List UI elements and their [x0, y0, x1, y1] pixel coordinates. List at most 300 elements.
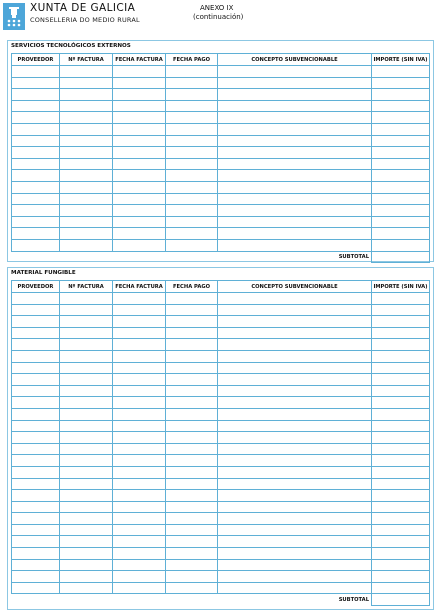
- cell-proveedor[interactable]: [12, 513, 60, 525]
- cell-fecha-pago[interactable]: [166, 147, 218, 159]
- cell-factura[interactable]: [60, 490, 113, 502]
- cell-proveedor[interactable]: [12, 571, 60, 583]
- cell-proveedor[interactable]: [12, 89, 60, 101]
- cell-fecha-factura[interactable]: [113, 397, 166, 409]
- column-header-fecha-factura: FECHA FACTURA: [113, 54, 166, 66]
- cell-factura[interactable]: [60, 501, 113, 513]
- cell-importe[interactable]: [372, 304, 430, 316]
- cell-fecha-pago[interactable]: [166, 513, 218, 525]
- cell-fecha-factura[interactable]: [113, 490, 166, 502]
- cell-factura[interactable]: [60, 170, 113, 182]
- cell-fecha-pago[interactable]: [166, 66, 218, 78]
- cell-concepto[interactable]: [218, 559, 372, 571]
- cell-concepto[interactable]: [218, 170, 372, 182]
- cell-proveedor[interactable]: [12, 478, 60, 490]
- cell-fecha-factura[interactable]: [113, 420, 166, 432]
- cell-concepto[interactable]: [218, 548, 372, 560]
- cell-proveedor[interactable]: [12, 216, 60, 228]
- cell-fecha-factura[interactable]: [113, 158, 166, 170]
- cell-proveedor[interactable]: [12, 66, 60, 78]
- cell-fecha-pago[interactable]: [166, 304, 218, 316]
- invoice-table: [11, 53, 430, 263]
- cell-fecha-factura[interactable]: [113, 193, 166, 205]
- cell-fecha-pago[interactable]: [166, 490, 218, 502]
- cell-fecha-pago[interactable]: [166, 571, 218, 583]
- cell-concepto[interactable]: [218, 239, 372, 251]
- cell-importe[interactable]: [372, 293, 430, 305]
- cell-importe[interactable]: [372, 228, 430, 240]
- cell-importe[interactable]: [372, 158, 430, 170]
- cell-proveedor[interactable]: [12, 548, 60, 560]
- cell-fecha-factura[interactable]: [113, 466, 166, 478]
- cell-concepto[interactable]: [218, 408, 372, 420]
- cell-fecha-pago[interactable]: [166, 478, 218, 490]
- cell-concepto[interactable]: [218, 228, 372, 240]
- cell-proveedor[interactable]: [12, 181, 60, 193]
- cell-concepto[interactable]: [218, 205, 372, 217]
- column-header-fecha-factura: FECHA FACTURA: [113, 281, 166, 293]
- cell-importe[interactable]: [372, 170, 430, 182]
- cell-factura[interactable]: [60, 443, 113, 455]
- cell-concepto[interactable]: [218, 432, 372, 444]
- cell-factura[interactable]: [60, 316, 113, 328]
- cell-concepto[interactable]: [218, 362, 372, 374]
- cell-proveedor[interactable]: [12, 100, 60, 112]
- cell-proveedor[interactable]: [12, 123, 60, 135]
- table-row: [12, 304, 430, 316]
- table-row: [12, 582, 430, 594]
- cell-concepto[interactable]: [218, 455, 372, 467]
- cell-fecha-factura[interactable]: [113, 123, 166, 135]
- cell-proveedor[interactable]: [12, 455, 60, 467]
- table-row: [12, 123, 430, 135]
- cell-fecha-factura[interactable]: [113, 385, 166, 397]
- cell-fecha-pago[interactable]: [166, 362, 218, 374]
- cell-factura[interactable]: [60, 397, 113, 409]
- cell-fecha-factura[interactable]: [113, 316, 166, 328]
- cell-proveedor[interactable]: [12, 293, 60, 305]
- cell-importe[interactable]: [372, 66, 430, 78]
- column-header-fecha-pago: FECHA PAGO: [166, 54, 218, 66]
- cell-importe[interactable]: [372, 181, 430, 193]
- cell-factura[interactable]: [60, 228, 113, 240]
- cell-fecha-pago[interactable]: [166, 339, 218, 351]
- table-row: [12, 170, 430, 182]
- cell-proveedor[interactable]: [12, 501, 60, 513]
- cell-importe[interactable]: [372, 466, 430, 478]
- cell-proveedor[interactable]: [12, 524, 60, 536]
- cell-proveedor[interactable]: [12, 170, 60, 182]
- cell-factura[interactable]: [60, 582, 113, 594]
- cell-fecha-pago[interactable]: [166, 582, 218, 594]
- cell-fecha-pago[interactable]: [166, 327, 218, 339]
- cell-factura[interactable]: [60, 158, 113, 170]
- cell-fecha-pago[interactable]: [166, 536, 218, 548]
- cell-concepto[interactable]: [218, 77, 372, 89]
- cell-proveedor[interactable]: [12, 420, 60, 432]
- cell-importe[interactable]: [372, 89, 430, 101]
- cell-concepto[interactable]: [218, 490, 372, 502]
- cell-concepto[interactable]: [218, 193, 372, 205]
- table-row: [12, 239, 430, 251]
- cell-factura[interactable]: [60, 100, 113, 112]
- cell-importe[interactable]: [372, 112, 430, 124]
- cell-fecha-pago[interactable]: [166, 112, 218, 124]
- cell-fecha-factura[interactable]: [113, 327, 166, 339]
- department-name: CONSELLERIA DO MEDIO RURAL: [30, 16, 140, 24]
- cell-factura[interactable]: [60, 466, 113, 478]
- cell-concepto[interactable]: [218, 66, 372, 78]
- cell-concepto[interactable]: [218, 443, 372, 455]
- cell-proveedor[interactable]: [12, 397, 60, 409]
- table-row: [12, 327, 430, 339]
- cell-fecha-factura[interactable]: [113, 293, 166, 305]
- cell-proveedor[interactable]: [12, 582, 60, 594]
- invoice-table: [11, 280, 430, 606]
- cell-concepto[interactable]: [218, 420, 372, 432]
- cell-fecha-pago[interactable]: [166, 100, 218, 112]
- cell-factura[interactable]: [60, 432, 113, 444]
- cell-importe[interactable]: [372, 490, 430, 502]
- cell-fecha-factura[interactable]: [113, 536, 166, 548]
- cell-importe[interactable]: [372, 385, 430, 397]
- cell-proveedor[interactable]: [12, 205, 60, 217]
- cell-factura[interactable]: [60, 216, 113, 228]
- cell-importe[interactable]: [372, 559, 430, 571]
- cell-concepto[interactable]: [218, 316, 372, 328]
- cell-factura[interactable]: [60, 420, 113, 432]
- cell-fecha-factura[interactable]: [113, 350, 166, 362]
- cell-importe[interactable]: [372, 327, 430, 339]
- cell-importe[interactable]: [372, 205, 430, 217]
- cell-fecha-pago[interactable]: [166, 205, 218, 217]
- cell-fecha-factura[interactable]: [113, 66, 166, 78]
- cell-fecha-pago[interactable]: [166, 316, 218, 328]
- cell-importe[interactable]: [372, 582, 430, 594]
- column-header-importe: IMPORTE (SIN IVA): [372, 54, 430, 66]
- table-row: [12, 135, 430, 147]
- table-row: [12, 89, 430, 101]
- cell-fecha-factura[interactable]: [113, 513, 166, 525]
- cell-fecha-factura[interactable]: [113, 548, 166, 560]
- cell-importe[interactable]: [372, 443, 430, 455]
- cell-fecha-pago[interactable]: [166, 559, 218, 571]
- cell-concepto[interactable]: [218, 216, 372, 228]
- cell-fecha-pago[interactable]: [166, 350, 218, 362]
- cell-factura[interactable]: [60, 513, 113, 525]
- cell-fecha-pago[interactable]: [166, 420, 218, 432]
- annex-title: ANEXO IX: [200, 4, 234, 12]
- cell-proveedor[interactable]: [12, 77, 60, 89]
- cell-concepto[interactable]: [218, 147, 372, 159]
- cell-importe[interactable]: [372, 478, 430, 490]
- cell-proveedor[interactable]: [12, 327, 60, 339]
- cell-importe[interactable]: [372, 513, 430, 525]
- cell-factura[interactable]: [60, 193, 113, 205]
- cell-factura[interactable]: [60, 536, 113, 548]
- cell-fecha-factura[interactable]: [113, 455, 166, 467]
- cell-fecha-pago[interactable]: [166, 443, 218, 455]
- table-row: [12, 397, 430, 409]
- cell-fecha-pago[interactable]: [166, 123, 218, 135]
- cell-importe[interactable]: [372, 316, 430, 328]
- cell-fecha-pago[interactable]: [166, 228, 218, 240]
- cell-factura[interactable]: [60, 327, 113, 339]
- table-row: [12, 193, 430, 205]
- cell-concepto[interactable]: [218, 181, 372, 193]
- cell-proveedor[interactable]: [12, 193, 60, 205]
- cell-fecha-pago[interactable]: [166, 408, 218, 420]
- column-header-factura: Nº FACTURA: [60, 54, 113, 66]
- cell-concepto[interactable]: [218, 524, 372, 536]
- cell-proveedor[interactable]: [12, 536, 60, 548]
- subtotal-label: SUBTOTAL: [338, 254, 369, 261]
- cell-fecha-pago[interactable]: [166, 548, 218, 560]
- cell-concepto[interactable]: [218, 513, 372, 525]
- cell-fecha-pago[interactable]: [166, 385, 218, 397]
- cell-fecha-factura[interactable]: [113, 216, 166, 228]
- cell-proveedor[interactable]: [12, 362, 60, 374]
- cell-importe[interactable]: [372, 420, 430, 432]
- cell-fecha-pago[interactable]: [166, 181, 218, 193]
- table-row: [12, 559, 430, 571]
- cell-concepto[interactable]: [218, 582, 372, 594]
- cell-factura[interactable]: [60, 478, 113, 490]
- cell-fecha-factura[interactable]: [113, 205, 166, 217]
- cell-proveedor[interactable]: [12, 385, 60, 397]
- cell-proveedor[interactable]: [12, 135, 60, 147]
- cell-proveedor[interactable]: [12, 374, 60, 386]
- table-row: [12, 548, 430, 560]
- cell-concepto[interactable]: [218, 466, 372, 478]
- table-row: [12, 77, 430, 89]
- cell-factura[interactable]: [60, 304, 113, 316]
- cell-proveedor[interactable]: [12, 490, 60, 502]
- cell-importe[interactable]: [372, 571, 430, 583]
- table-row: [12, 571, 430, 583]
- cell-proveedor[interactable]: [12, 112, 60, 124]
- cell-proveedor[interactable]: [12, 228, 60, 240]
- cell-proveedor[interactable]: [12, 466, 60, 478]
- cell-factura[interactable]: [60, 362, 113, 374]
- cell-proveedor[interactable]: [12, 443, 60, 455]
- cell-fecha-factura[interactable]: [113, 170, 166, 182]
- cell-concepto[interactable]: [218, 501, 372, 513]
- cell-factura[interactable]: [60, 147, 113, 159]
- cell-importe[interactable]: [372, 501, 430, 513]
- cell-factura[interactable]: [60, 374, 113, 386]
- cell-factura[interactable]: [60, 559, 113, 571]
- annex-subtitle: (continuación): [193, 13, 244, 21]
- cell-fecha-pago[interactable]: [166, 432, 218, 444]
- cell-concepto[interactable]: [218, 571, 372, 583]
- cell-fecha-factura[interactable]: [113, 478, 166, 490]
- cell-importe[interactable]: [372, 374, 430, 386]
- table-row: [12, 216, 430, 228]
- cell-fecha-pago[interactable]: [166, 77, 218, 89]
- table-body: [12, 293, 430, 606]
- cell-importe[interactable]: [372, 123, 430, 135]
- cell-fecha-factura[interactable]: [113, 239, 166, 251]
- cell-concepto[interactable]: [218, 112, 372, 124]
- cell-importe[interactable]: [372, 239, 430, 251]
- cell-importe[interactable]: [372, 455, 430, 467]
- cell-fecha-pago[interactable]: [166, 397, 218, 409]
- subtotal-value-field[interactable]: [372, 594, 430, 606]
- section-material-fungible: [7, 267, 434, 610]
- cell-factura[interactable]: [60, 408, 113, 420]
- table-row: [12, 513, 430, 525]
- table-row: [12, 147, 430, 159]
- cell-concepto[interactable]: [218, 478, 372, 490]
- cell-fecha-factura[interactable]: [113, 112, 166, 124]
- cell-fecha-pago[interactable]: [166, 524, 218, 536]
- cell-fecha-pago[interactable]: [166, 293, 218, 305]
- cell-proveedor[interactable]: [12, 158, 60, 170]
- table-row: [12, 100, 430, 112]
- cell-fecha-pago[interactable]: [166, 466, 218, 478]
- cell-factura[interactable]: [60, 548, 113, 560]
- cell-concepto[interactable]: [218, 339, 372, 351]
- cell-proveedor[interactable]: [12, 350, 60, 362]
- cell-importe[interactable]: [372, 524, 430, 536]
- cell-importe[interactable]: [372, 536, 430, 548]
- cell-importe[interactable]: [372, 397, 430, 409]
- table-row: [12, 408, 430, 420]
- cell-fecha-pago[interactable]: [166, 89, 218, 101]
- table-row: [12, 466, 430, 478]
- cell-proveedor[interactable]: [12, 316, 60, 328]
- cell-concepto[interactable]: [218, 374, 372, 386]
- cell-fecha-factura[interactable]: [113, 501, 166, 513]
- cell-fecha-factura[interactable]: [113, 362, 166, 374]
- cell-proveedor[interactable]: [12, 304, 60, 316]
- cell-factura[interactable]: [60, 350, 113, 362]
- cell-factura[interactable]: [60, 385, 113, 397]
- cell-factura[interactable]: [60, 571, 113, 583]
- cell-fecha-factura[interactable]: [113, 181, 166, 193]
- cell-importe[interactable]: [372, 362, 430, 374]
- cell-fecha-factura[interactable]: [113, 408, 166, 420]
- column-header-concepto: CONCEPTO SUBVENCIONABLE: [218, 281, 372, 293]
- cell-proveedor[interactable]: [12, 339, 60, 351]
- cell-factura[interactable]: [60, 205, 113, 217]
- cell-fecha-factura[interactable]: [113, 100, 166, 112]
- cell-fecha-pago[interactable]: [166, 135, 218, 147]
- cell-importe[interactable]: [372, 432, 430, 444]
- cell-fecha-pago[interactable]: [166, 501, 218, 513]
- cell-factura[interactable]: [60, 455, 113, 467]
- cell-concepto[interactable]: [218, 135, 372, 147]
- cell-proveedor[interactable]: [12, 559, 60, 571]
- cell-factura[interactable]: [60, 181, 113, 193]
- table-row: [12, 443, 430, 455]
- cell-concepto[interactable]: [218, 100, 372, 112]
- cell-importe[interactable]: [372, 408, 430, 420]
- cell-fecha-pago[interactable]: [166, 170, 218, 182]
- cell-fecha-factura[interactable]: [113, 77, 166, 89]
- document-header: [0, 0, 438, 40]
- cell-importe[interactable]: [372, 77, 430, 89]
- table-row: [12, 374, 430, 386]
- cell-factura[interactable]: [60, 239, 113, 251]
- cell-fecha-factura[interactable]: [113, 443, 166, 455]
- column-header-proveedor: PROVEEDOR: [12, 54, 60, 66]
- cell-importe[interactable]: [372, 147, 430, 159]
- cell-fecha-pago[interactable]: [166, 239, 218, 251]
- cell-proveedor[interactable]: [12, 239, 60, 251]
- cell-factura[interactable]: [60, 293, 113, 305]
- table-row: [12, 385, 430, 397]
- cell-importe[interactable]: [372, 216, 430, 228]
- cell-importe[interactable]: [372, 193, 430, 205]
- cell-fecha-pago[interactable]: [166, 216, 218, 228]
- cell-concepto[interactable]: [218, 123, 372, 135]
- cell-concepto[interactable]: [218, 89, 372, 101]
- cell-fecha-pago[interactable]: [166, 455, 218, 467]
- cell-fecha-factura[interactable]: [113, 571, 166, 583]
- cell-concepto[interactable]: [218, 385, 372, 397]
- cell-factura[interactable]: [60, 135, 113, 147]
- cell-fecha-pago[interactable]: [166, 374, 218, 386]
- cell-concepto[interactable]: [218, 327, 372, 339]
- column-header-importe: IMPORTE (SIN IVA): [372, 281, 430, 293]
- cell-importe[interactable]: [372, 135, 430, 147]
- cell-fecha-factura[interactable]: [113, 339, 166, 351]
- cell-factura[interactable]: [60, 339, 113, 351]
- table-header-row: [12, 54, 430, 66]
- cell-concepto[interactable]: [218, 397, 372, 409]
- cell-concepto[interactable]: [218, 293, 372, 305]
- cell-concepto[interactable]: [218, 350, 372, 362]
- cell-proveedor[interactable]: [12, 408, 60, 420]
- table-row: [12, 205, 430, 217]
- cell-importe[interactable]: [372, 350, 430, 362]
- subtotal-value-field[interactable]: [372, 251, 430, 263]
- table-row: [12, 478, 430, 490]
- cell-fecha-pago[interactable]: [166, 158, 218, 170]
- cell-fecha-factura[interactable]: [113, 524, 166, 536]
- cell-factura[interactable]: [60, 123, 113, 135]
- cell-importe[interactable]: [372, 548, 430, 560]
- cell-factura[interactable]: [60, 66, 113, 78]
- cell-concepto[interactable]: [218, 158, 372, 170]
- cell-importe[interactable]: [372, 339, 430, 351]
- cell-factura[interactable]: [60, 89, 113, 101]
- table-row: [12, 420, 430, 432]
- cell-fecha-factura[interactable]: [113, 89, 166, 101]
- section-title: MATERIAL FUNGIBLE: [11, 270, 76, 276]
- cell-factura[interactable]: [60, 77, 113, 89]
- cell-fecha-factura[interactable]: [113, 135, 166, 147]
- cell-concepto[interactable]: [218, 304, 372, 316]
- cell-fecha-factura[interactable]: [113, 147, 166, 159]
- cell-fecha-factura[interactable]: [113, 559, 166, 571]
- cell-fecha-pago[interactable]: [166, 193, 218, 205]
- cell-fecha-factura[interactable]: [113, 304, 166, 316]
- cell-fecha-factura[interactable]: [113, 374, 166, 386]
- table-row: [12, 66, 430, 78]
- cell-factura[interactable]: [60, 524, 113, 536]
- cell-fecha-factura[interactable]: [113, 432, 166, 444]
- cell-factura[interactable]: [60, 112, 113, 124]
- cell-proveedor[interactable]: [12, 147, 60, 159]
- cell-fecha-factura[interactable]: [113, 228, 166, 240]
- cell-importe[interactable]: [372, 100, 430, 112]
- cell-concepto[interactable]: [218, 536, 372, 548]
- cell-fecha-factura[interactable]: [113, 582, 166, 594]
- cell-proveedor[interactable]: [12, 432, 60, 444]
